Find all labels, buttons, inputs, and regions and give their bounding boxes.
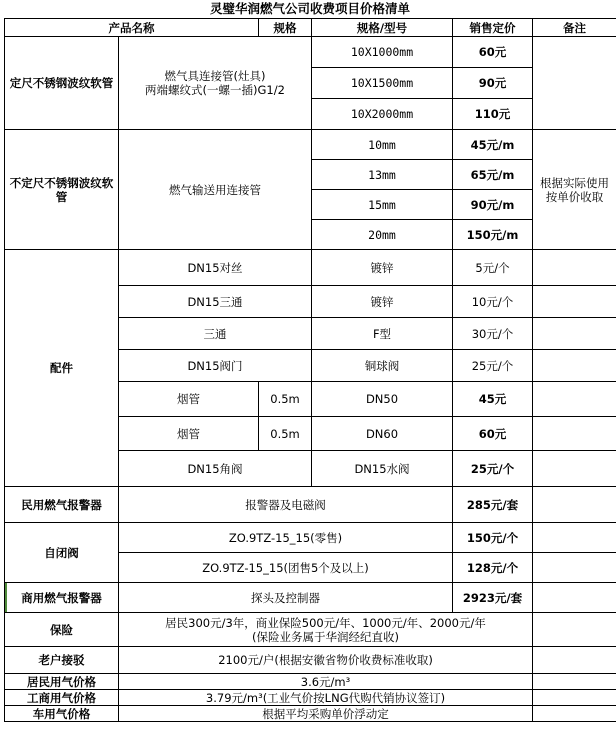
fitting-model-2: 镀锌 — [312, 286, 453, 318]
ind-gas-remark — [533, 690, 616, 706]
fitting-name-2: DN15三通 — [119, 286, 312, 318]
fixed-hose-description — [119, 37, 312, 130]
table-row — [5, 674, 616, 690]
fitting-spec-6: 0.5m — [259, 417, 312, 451]
fitting-price-3: 30元/个 — [453, 318, 533, 350]
category-self-valve: 自闭阀 — [5, 523, 119, 583]
fitting-remark-5 — [533, 382, 616, 417]
fitting-price-4: 25元/个 — [453, 350, 533, 382]
fitting-price-1: 5元/个 — [453, 250, 533, 286]
self-valve-desc-1: ZO.9TZ-15_15(零售) — [119, 523, 453, 553]
insurance-description — [119, 613, 533, 647]
variable-hose-model-2: 13mm — [312, 160, 453, 190]
fixed-hose-model-3: 10X2000mm — [312, 99, 453, 130]
category-res-gas: 居民用气价格 — [5, 674, 119, 690]
fitting-name-1: DN15对丝 — [119, 250, 312, 286]
insurance-line2: (保险业务属于华润经纪直收) — [252, 629, 399, 644]
fitting-remark-6 — [533, 417, 616, 451]
fitting-remark-1 — [533, 250, 616, 286]
variable-hose-model-4: 20mm — [312, 220, 453, 250]
table-row — [5, 523, 616, 553]
category-ind-gas: 工商用气价格 — [5, 690, 119, 706]
category-variable-hose: 不定尺不锈钢波纹软管 — [5, 130, 119, 250]
old-user-remark — [533, 647, 616, 674]
category-vehicle-gas: 车用气价格 — [5, 706, 119, 722]
category-insurance: 保险 — [5, 613, 119, 647]
category-old-user: 老户接驳 — [5, 647, 119, 674]
fixed-hose-price-3: 110元 — [453, 99, 533, 130]
fitting-spec-5: 0.5m — [259, 382, 312, 417]
variable-hose-price-4: 150元/m — [453, 220, 533, 250]
fitting-name-4: DN15阀门 — [119, 350, 312, 382]
fixed-hose-model-2: 10X1500mm — [312, 68, 453, 99]
fitting-name-5: 烟管 — [119, 382, 259, 417]
res-alarm-remark — [533, 487, 616, 523]
table-row — [5, 487, 616, 523]
category-fittings: 配件 — [5, 250, 119, 487]
variable-hose-description: 燃气输送用连接管 — [119, 130, 312, 250]
fixed-hose-remark — [533, 37, 616, 130]
fitting-price-7: 25元/个 — [453, 451, 533, 487]
table-row — [5, 250, 616, 286]
com-alarm-price: 2923元/套 — [453, 583, 533, 613]
self-valve-price-1: 150元/个 — [453, 523, 533, 553]
category-fixed-hose: 定尺不锈钢波纹软管 — [5, 37, 119, 130]
fixed-hose-price-1: 60元 — [453, 37, 533, 68]
table-row — [5, 706, 616, 722]
self-valve-remark-2 — [533, 553, 616, 583]
self-valve-remark-1 — [533, 523, 616, 553]
fixed-hose-price-2: 90元 — [453, 68, 533, 99]
vehicle-gas-description: 根据平均采购单价浮动定 — [119, 706, 533, 722]
table-row — [5, 690, 616, 706]
res-alarm-price: 285元/套 — [453, 487, 533, 523]
com-alarm-description: 探头及控制器 — [119, 583, 453, 613]
variable-hose-price-1: 45元/m — [453, 130, 533, 160]
price-table — [4, 18, 616, 722]
fixed-hose-desc-line2: 两端螺纹式(一螺一插)G1/2 — [145, 83, 285, 97]
insurance-remark — [533, 613, 616, 647]
fitting-price-5: 45元 — [453, 382, 533, 417]
self-valve-desc-2: ZO.9TZ-15_15(团售5个及以上) — [119, 553, 453, 583]
header-model: 规格/型号 — [312, 19, 453, 37]
res-alarm-description: 报警器及电磁阀 — [119, 487, 453, 523]
com-alarm-remark — [533, 583, 616, 613]
variable-hose-price-3: 90元/m — [453, 190, 533, 220]
table-row — [5, 613, 616, 647]
variable-hose-model-3: 15mm — [312, 190, 453, 220]
self-valve-price-2: 128元/个 — [453, 553, 533, 583]
table-row — [5, 647, 616, 674]
header-price: 销售定价 — [453, 19, 533, 37]
fitting-model-4: 铜球阀 — [312, 350, 453, 382]
fitting-price-6: 60元 — [453, 417, 533, 451]
table-row — [5, 130, 616, 160]
fixed-hose-desc-line1: 燃气具连接管(灶具) — [164, 69, 266, 83]
table-row — [5, 37, 616, 68]
table-row — [5, 583, 616, 613]
fitting-model-6: DN60 — [312, 417, 453, 451]
fitting-name-7: DN15角阀 — [119, 451, 312, 487]
fitting-remark-7 — [533, 451, 616, 487]
header-row — [5, 19, 616, 37]
vehicle-gas-remark — [533, 706, 616, 722]
fitting-model-1: 镀锌 — [312, 250, 453, 286]
category-com-alarm: 商用燃气报警器 — [5, 583, 119, 613]
res-gas-description: 3.6元/m³ — [119, 674, 533, 690]
fitting-model-5: DN50 — [312, 382, 453, 417]
fitting-price-2: 10元/个 — [453, 286, 533, 318]
fitting-model-3: F型 — [312, 318, 453, 350]
category-res-alarm: 民用燃气报警器 — [5, 487, 119, 523]
header-product: 产品名称 — [5, 19, 259, 37]
fitting-model-7: DN15水阀 — [312, 451, 453, 487]
fitting-remark-3 — [533, 318, 616, 350]
fitting-name-6: 烟管 — [119, 417, 259, 451]
fitting-remark-4 — [533, 350, 616, 382]
header-spec: 规格 — [259, 19, 312, 37]
header-remark: 备注 — [533, 19, 616, 37]
ind-gas-description: 3.79元/m³(工业气价按LNG代购代销协议签订) — [119, 690, 533, 706]
fitting-name-3: 三通 — [119, 318, 312, 350]
variable-hose-remark: 根据实际使用按单价收取 — [533, 130, 616, 250]
sheet-title: 灵璧华润燃气公司收费项目价格清单 — [209, 1, 410, 16]
res-gas-remark — [533, 674, 616, 690]
old-user-description: 2100元/户(根据安徽省物价收费标准收取) — [119, 647, 533, 674]
fitting-remark-2 — [533, 286, 616, 318]
fixed-hose-model-1: 10X1000mm — [312, 37, 453, 68]
variable-hose-model-1: 10mm — [312, 130, 453, 160]
insurance-line1: 居民300元/3年，商业保险500元/年、1000元/年、2000元/年 — [165, 615, 486, 630]
variable-hose-price-2: 65元/m — [453, 160, 533, 190]
